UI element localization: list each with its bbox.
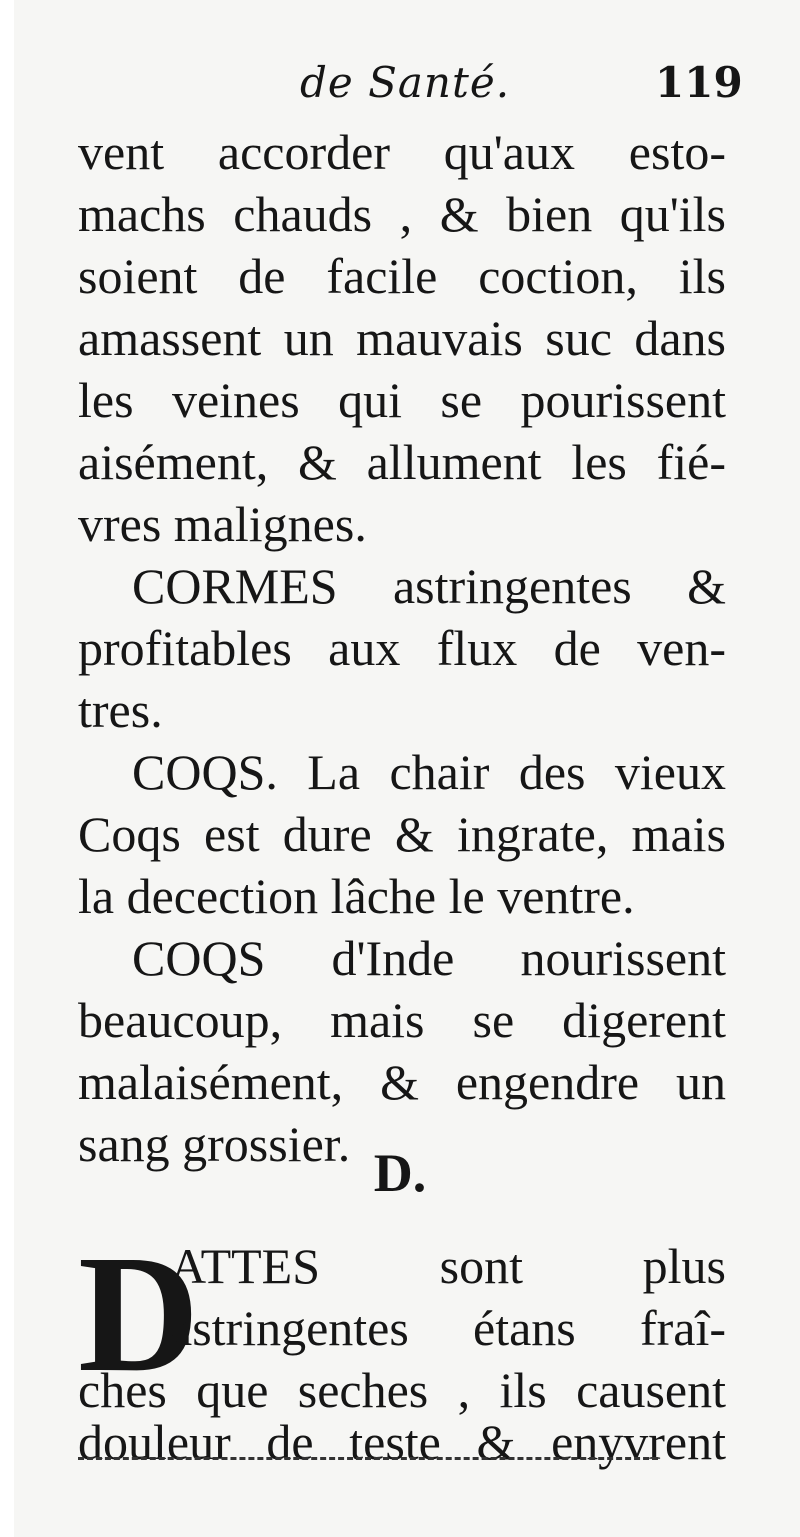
text-line: amassent un mauvais suc dans [78,310,726,366]
entry-line-coqs: COQS. La chair des vieux [132,744,726,800]
text-line: sang grossier. [78,1116,351,1172]
catchword-rule [78,1457,658,1472]
text-line: malaisément, & engendre un [78,1054,726,1110]
binding-edge [0,0,14,1537]
text-line: les veines qui se pourissent [78,372,726,428]
text-line: profitables aux flux de ven- [78,620,726,676]
entry-line-coqs-inde: COQS d'Inde nourissent [132,930,726,986]
drop-cap: D [78,1221,200,1407]
text-line: astringentes étans fraî- [170,1300,726,1356]
text-line: aisément, & allument les fié- [78,434,726,490]
text-line: beaucoup, mais se digerent [78,992,726,1048]
text-line: tres. [78,682,163,738]
text-line: Coqs est dure & ingrate, mais [78,806,726,862]
text-line: vres malignes. [78,496,367,552]
text-line: ches que seches , ils causent [78,1362,726,1418]
text-line: douleur de teste & enyvrent [78,1414,726,1470]
text-line: vent accorder qu'aux esto- [78,124,726,180]
page-number: 119 [655,58,743,107]
text-line: ATTES sont plus [170,1238,726,1294]
entry-line-cormes: CORMES astringentes & [132,558,726,614]
text-line: la decection lâche le ventre. [78,868,635,924]
running-head: de Santé. [300,58,511,107]
section-heading: D. [373,1143,427,1203]
text-line: machs chauds , & bien qu'ils [78,186,726,242]
page-header [0,58,800,118]
text-line: soient de facile coction, ils [78,248,726,304]
